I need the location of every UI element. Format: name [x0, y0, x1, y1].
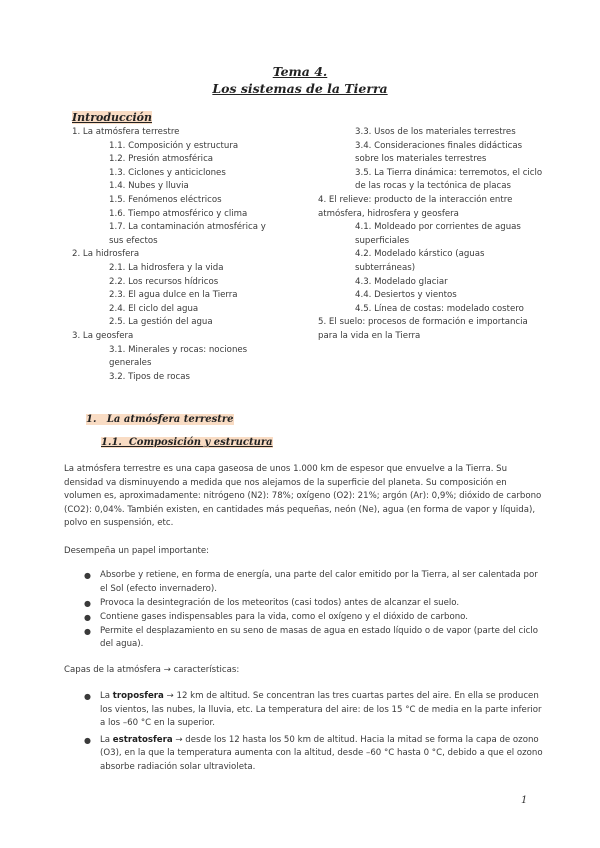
- toc-item: 4.1. Moldeado por corrientes de aguas superficiales: [355, 222, 521, 246]
- toc-item: 4.2. Modelado kárstico (aguas subterráneas): [355, 249, 485, 273]
- toc-item: 1.2. Presión atmosférica: [109, 154, 214, 165]
- document-title: [0, 63, 600, 97]
- toc-item: 1.7. La contaminación atmosférica y sus efectos: [109, 222, 266, 246]
- toc-item: 3.2. Tipos de rocas: [109, 371, 190, 382]
- toc-item: 5. El suelo: procesos de formación e importancia para la vida en la Tierra: [318, 317, 528, 341]
- toc-item: 1.1. Composición y estructura: [109, 140, 239, 151]
- toc-item: 4.5. Línea de costas: modelado costero: [355, 303, 524, 314]
- toc-item: 3. La geosfera: [72, 330, 134, 341]
- toc-item: 1.6. Tiempo atmosférico y clima: [109, 208, 248, 219]
- toc-item: 3.4. Consideraciones finales didácticas sobre los materiales terrestres: [355, 140, 523, 165]
- roles-list: [64, 569, 548, 653]
- list-item: ● Permite el desplazamiento en su seno de masas de agua en estado líquido o de vapor (parte del ciclo del agua).: [84, 625, 539, 650]
- toc-item: 1.4. Nubes y lluvia: [109, 181, 189, 192]
- toc-item: 1.3. Ciclones y anticiclones: [109, 167, 226, 178]
- section-heading: 1. La atmósfera terrestre: [86, 414, 234, 425]
- layer-term: troposfera: [112, 691, 164, 701]
- title-line-1: Tema 4.: [272, 64, 328, 79]
- toc-item: 2.2. Los recursos hídricos: [109, 276, 219, 287]
- toc-item: 1.5. Fenómenos eléctricos: [109, 194, 222, 205]
- toc-item: 2.3. El agua dulce en la Tierra: [109, 290, 238, 301]
- bullet-icon: ●: [84, 598, 91, 608]
- list-item: ● La estratosfera → desde los 12 hasta los 50 km de altitud. Hacia la mitad se forma la capa de ozono (O3), en la que la temperatura aumenta con la altitud, desde –60 °C hasta 0 °C, debido a que el ozono absorbe radiación solar ultravioleta.: [84, 734, 543, 772]
- bullet-icon: ●: [84, 626, 91, 636]
- paragraph-role-intro: Desempeña un papel importante:: [64, 546, 210, 556]
- page-number: 1: [521, 795, 528, 806]
- toc-item: 3.3. Usos de los materiales terrestres: [355, 127, 516, 137]
- toc-item: 2.4. El ciclo del agua: [109, 303, 199, 314]
- list-item: ● Provoca la desintegración de los meteoritos (casi todos) antes de alcanzar el suelo.: [64, 597, 548, 611]
- layers-list: [64, 690, 548, 778]
- toc-item: 3.1. Minerales y rocas: nociones generales: [109, 344, 248, 369]
- toc-item: 2. La hidrosfera: [72, 249, 140, 260]
- bullet-icon: ●: [84, 612, 91, 622]
- toc-item: 3.5. La Tierra dinámica: terremotos, el ciclo de las rocas y la tectónica de placas: [355, 167, 543, 192]
- layer-term: estratosfera: [112, 734, 173, 745]
- subsection-heading: 1.1. Composición y estructura: [101, 437, 273, 448]
- title-line-2: Los sistemas de la Tierra: [212, 81, 388, 96]
- toc-item: 4. El relieve: producto de la interacción entre atmósfera, hidrosfera y geosfera: [318, 194, 513, 219]
- bullet-icon: ●: [84, 735, 91, 745]
- intro-heading: Introducción: [72, 111, 152, 124]
- list-item: ● La troposfera → 12 km de altitud. Se concentran las tres cuartas partes del aire. En ella se producen los vientos, las nubes, la lluvia, etc. La temperatura del aire: de los 15 °C de media en la parte inferior a los –60 °C en la superior.: [84, 691, 542, 729]
- list-item: ● Absorbe y retiene, en forma de energía, una parte del calor emitido por la Tierra, al ser calentada por el Sol (efecto invernadero).: [84, 570, 538, 594]
- toc-right-column: [318, 126, 543, 344]
- toc-item: 2.5. La gestión del agua: [109, 317, 213, 328]
- toc-item: 4.4. Desiertos y vientos: [355, 290, 457, 301]
- paragraph-composition: La atmósfera terrestre es una capa gaseosa de unos 1.000 km de espesor que envuelve a la Tierra. Su densidad va disminuyendo a medida que nos alejamos de la superficie del planeta. Su composición en volumen es, aproximadamente: nitrógeno (N2): 78%; oxígeno (O2): 21%; argón (Ar): 0,9%; dióxido de carbono (CO2): 0,04%. También existen, en cantidades más pequeñas, neón (Ne), agua (en forma de vapor y líquida), polvo en suspensión, etc.: [64, 464, 542, 529]
- toc-left-column: [72, 126, 282, 384]
- bullet-icon: ●: [84, 692, 91, 701]
- list-item: ● Contiene gases indispensables para la vida, como el oxígeno y el dióxido de carbono.: [64, 611, 548, 625]
- paragraph-layers-intro: Capas de la atmósfera → características:: [64, 665, 240, 675]
- toc-item: 4.3. Modelado glaciar: [355, 276, 448, 287]
- toc-item: 1. La atmósfera terrestre: [72, 127, 180, 137]
- bullet-icon: ●: [84, 571, 91, 580]
- toc-item: 2.1. La hidrosfera y la vida: [109, 262, 224, 273]
